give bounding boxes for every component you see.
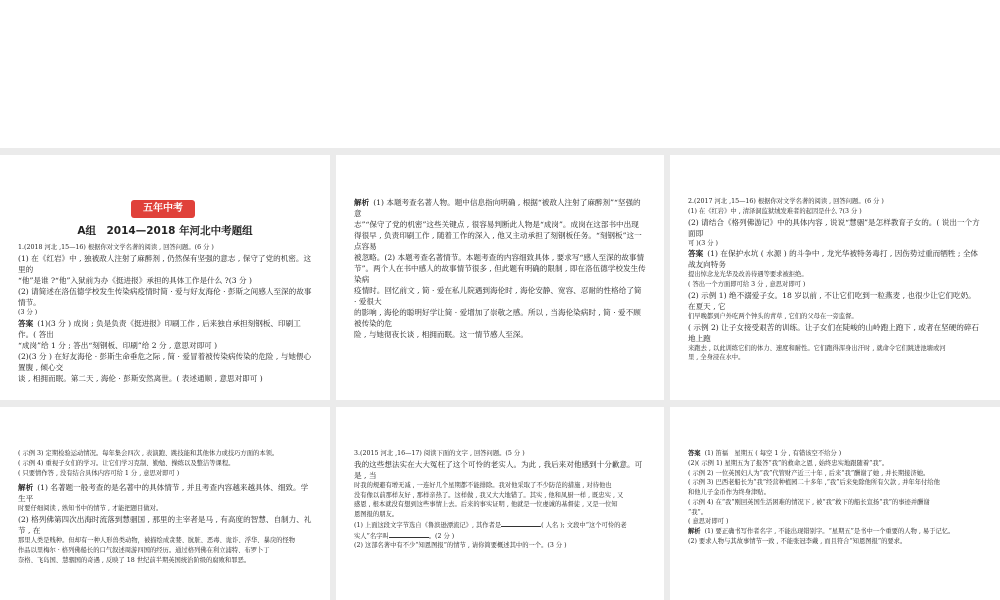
- analysis-line: 奈格、飞岛国、慧骃国的奇遇 , 反映了 18 世纪前半期英国统治阶级的腐败和罪恶。: [18, 556, 251, 564]
- answer-label: 答案: [688, 249, 704, 259]
- question-2: 2.(2017 河北 ,15—16) 根据你对文学名著的阅读 , 回答问题。(6 分 ): [688, 198, 884, 205]
- question-1-part-1: (1) 在《红岩》中 , 独被敌人注射了麻醉剂 , 仍然保有坚强的意志 , 保守了党的机密。这里的: [18, 253, 312, 274]
- analysis-line: 那里人类是贱种。但却有一种人形兽类动物，被描绘成贪婪、肮脏、恶毒、诡诈、浮华、暴戾的怪物: [18, 537, 296, 544]
- analysis-line: (1) 要正确书写作者名字 , 不能出现错别字。“星期五”是书中一个重要的人物 , 易于记忆。: [704, 528, 955, 535]
- question-1-part-2: (2) 请简述在洛伍德学校发生传染病疫情时简 · 爱与好友海伦 · 彭斯之间感人至深的故事情节。: [18, 286, 312, 307]
- example-3: ( 示例 3) 定期检验运动情况。每年集会四次 , 表演跑、跳技能和其他体力或技巧方面的本领。: [18, 450, 279, 457]
- scoring-note: ( 只要情作答 , 没有结合具体内容可给 1 分 , 意思对即可 ): [18, 469, 180, 477]
- analysis-line: 疫情时。回忆前文 , 简 · 爱在私儿院遇到海伦时 , 海伦安静、宽容、忍耐的性格给了简 · 爱很大: [354, 286, 642, 306]
- sub-question-1-line2: 实人”名字叫: [354, 532, 389, 540]
- answer-blank[interactable]: [501, 520, 541, 527]
- question-1-part-1-cont: “他”是谁 ?“他”入狱前为办《挺进报》承担的具体工作是什么 ?(3 分 ): [18, 275, 252, 285]
- passage-line: 感恩 , 根本就没有想到这些事情上去。后来的事实证明 , 他就是一位虔诚的基督徒 , 又是一位知: [354, 501, 618, 509]
- analysis-line: 险 , 与她彻夜长谈 , 相拥而眠。这一情节感人至深。: [354, 330, 528, 339]
- answer-label: 答案: [18, 318, 34, 328]
- section-badge: 五年中考: [131, 200, 195, 218]
- section-heading: A组 2014—2018 年河北中考题组: [77, 225, 253, 237]
- analysis-line: 志”“保守了党的机密”这些关键点 , 很容易判断此人物是“成岗”。成岗在这部书中出现: [354, 220, 639, 229]
- question-2-part-1: (1) 在《红岩》中 , 清泽洞监狱绒发难者的起因是什么 ?(3 分 ): [688, 207, 862, 215]
- answer-2-example-1-cont: 们早晚都到户外吃两个钟头的青草 , 它们的父母在一旁监督。: [688, 312, 858, 320]
- analysis-line: 得很早 , 负责印刷工作 , 随着工作的深入 , 他又主动承担了刻钢板任务。“刻钢板”这一点容易: [354, 231, 642, 251]
- question-2-part-2-cont: 可 )(3 分 ): [688, 239, 718, 247]
- answer-blank[interactable]: [389, 531, 429, 538]
- answer-label: 答案: [688, 450, 701, 457]
- answer-2-example-2: ( 示例 2) 让子女接受艰苦的训练。让子女们在陡峻的山岭跑上跑下 , 或者在坚硬的碎石地上跑: [688, 322, 980, 343]
- answer-2-example-1: (2)( 示例 1) 星期五为了报答“我”的救命之恩 , 始终忠实地跟随着“我”。: [688, 459, 889, 467]
- answer-2-cont: 谈 , 相拥而眠。第二天 , 海伦 · 彭斯安然离世。( 表述通顺 , 意思对即可 ): [18, 373, 263, 383]
- example-4: ( 示例 4) 重视子女们的学习。让它们学习克制、勤勉、操练以及整洁等课程。: [18, 459, 235, 467]
- question-1: 1.(2018 河北 ,15—16) 根据你对文学名著的阅读 , 回答问题。(6 分 ): [18, 244, 214, 251]
- analysis-line: (1) 本题考查名著人物。题中信息指向明确 , 根据“被敌人注射了麻醉剂”“坚强的意: [354, 198, 641, 218]
- blank-top-page: [0, 0, 1000, 148]
- answer-2-example-4-cont: “我”。: [688, 508, 708, 516]
- doc-page-1: [0, 155, 330, 400]
- answer-1-cont: 提出悼念龙光华及改善待遇等要求被拒绝。: [688, 271, 808, 279]
- answer-2-example-3: ( 示例 3) 巴西老船长为“我”经营种植园二十多年 ,“我”后来免除他所有欠款 , 并年年付给他: [688, 479, 940, 487]
- answer-2-example-3-cont: 和他儿子金币作为终身津贴。: [688, 489, 770, 496]
- doc-page-5: [336, 407, 664, 600]
- answer-2-example-4: ( 示例 4) 在“我”刚回英国生活困难的情况下 , 被“我”救下的船长宣扬“我”的事迹并酬谢: [688, 498, 930, 506]
- analysis-line: 的影响 , 海伦的聪明好学让简 · 爱增加了崇敬之感。所以 , 当海伦染病时 , 简 · 爱不顾被传染的危: [354, 308, 641, 328]
- answer-2-example-2: ( 示例 2) 一位英国妇人为“我”代管财产近三十年 , 后来“我”酬谢了她 , 并长期接济她。: [688, 469, 930, 477]
- sub-question-1: (1) 上面这段文字节选自《鲁滨逊漂流记》, 其作者是: [354, 521, 502, 529]
- analysis-label: 解析: [354, 198, 370, 207]
- analysis-label: 解析: [688, 528, 701, 535]
- doc-page-3: [670, 155, 1000, 400]
- answer-2-example-2-end: 里 , 全身浸在水中。: [688, 354, 745, 362]
- doc-page-4: [0, 407, 330, 600]
- sub-question-1-score: 。(2 分 ): [428, 532, 455, 540]
- doc-page-2: [336, 155, 664, 400]
- passage-line: 时我的规避有增无减 , 一连好几个星期都不能排除。我对他采取了不少防范的措施 , 对待他也: [354, 481, 612, 489]
- answer-2-example-1: (2) 示例 1) 绝不溺爱子女。18 岁以前 , 不让它们吃到一粒燕麦 , 也很少让它们吃奶。在夏天 , 它: [688, 290, 976, 311]
- answer-1: (1)(3 分 ) 成岗 ; 负是负责《挺进报》印刷工作 , 后来独自承担刻钢板、印刷工作。( 答出: [18, 318, 301, 339]
- answer-1-cont: “成岗”给 1 分 ; 答出“刻钢板、印刷”给 2 分 , 意思对即可 ): [18, 340, 218, 350]
- answer-2: (2)(3 分 ) 在好友海伦 · 彭斯生命垂危之际 , 简 · 爱冒着被传染病传染的危险 , 与她偎心置腹 , 倾心交: [18, 351, 312, 372]
- passage-line: 没有像以前那样友好 , 那样亲热了。这样做 , 我又大大地错了。其实 , 他和凤厨一样 , 既忠实 , 又: [354, 491, 624, 499]
- analysis-label: 解析: [18, 483, 34, 493]
- question-3: 3.(2015 河北 ,16—17) 阅读下面的文字 , 回答问题。(5 分 ): [354, 450, 525, 457]
- passage-line: 恩图报的朋友。: [354, 511, 399, 518]
- analysis-line: (2) 要求人物与其故事情节一致 , 不能张冠李戴 , 而且符合“知恩图报”的要求。: [688, 537, 907, 545]
- answer-1: (1) 笛福 星期五 ( 每空 1 分 , 有错该空不给分 ): [704, 450, 842, 457]
- analysis-line: 节”。两个人在书中感人的故事情节很多 , 但此题有明确的限制 , 即在洛伍德学校发生传染病: [354, 264, 646, 284]
- sub-question-2: (2) 这部名著中有不少“知恩图报”的情节 , 请你简要概述其中的一个。(3 分 ): [354, 542, 567, 550]
- answer-2-example-2-cont: 来跑去 , 以此训练它们的体力、速度和耐性。它们跑得浑身出汗时 , 就命令它们跳进池塘或河: [688, 344, 946, 352]
- analysis-line: 时要仔细阅读 , 熟知书中的情节 , 才能把题目做对。: [18, 505, 163, 513]
- analysis-line: (2) 格列佛第四次出海时流落到慧骃国 , 那里的主宰者是马 , 有高度的智慧、自制力、礼节 , 在: [18, 515, 312, 535]
- answer-1-note: ( 答出一个方面即可给 3 分 , 意思对即可 ): [688, 281, 806, 288]
- analysis-line: 作品以里梅尔 · 格列佛船长的口气叙述周游四国的经历。通过格列佛在利立浦特、布罗卜丁: [18, 546, 270, 554]
- question-2-part-2: (2) 请结合《格列佛游记》中的具体内容 , 说说“慧骃”是怎样教育子女的。( 说出一个方面即: [688, 217, 980, 238]
- doc-page-6: [670, 407, 1000, 600]
- sub-question-1-cont: ( 人名 ); 文段中“这个可怜的老: [541, 521, 627, 529]
- question-1-part-2-score: (3 分 ): [18, 308, 38, 316]
- scoring-note: ( 意思对即可 ): [688, 518, 729, 526]
- analysis-line: 被忽略。(2) 本题考查名著情节。本题考查的内容细致具体 , 要求写“感人至深的故事情: [354, 253, 645, 262]
- analysis-line: (1) 名著题一般考查的是名著中的具体情节 , 并且考查内容越来越具体、细致。学生平: [18, 483, 309, 504]
- answer-1: (1) 在保护水坑 ( 水源 ) 的斗争中 , 龙光华被特务毒打 , 因伤势过重而牺牲 ; 全体战友向特务: [688, 249, 979, 270]
- passage-line: 我的这些想法实在大大冤枉了这个可怜的老实人。为此 , 我后来对他感到十分歉意。可是 , 当: [354, 459, 643, 480]
